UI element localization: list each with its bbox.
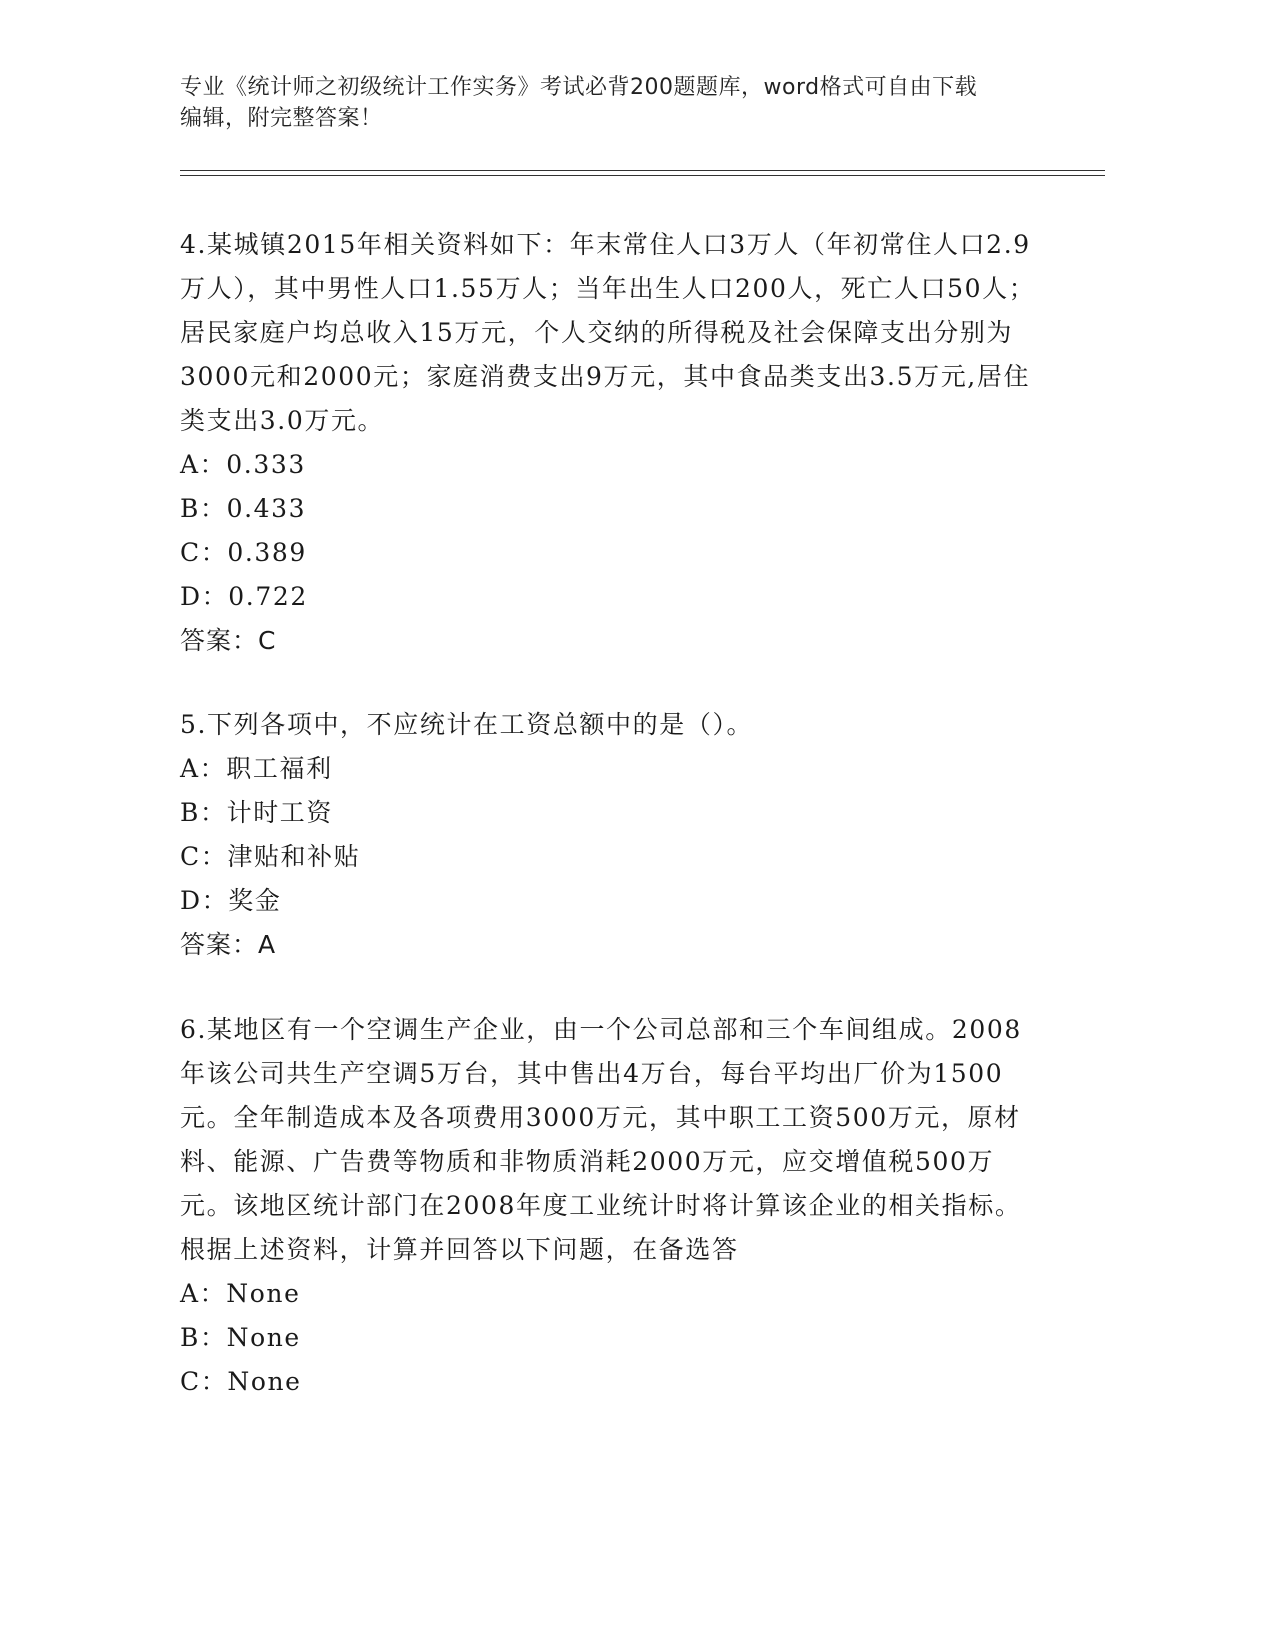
answer-line: 答案：C — [180, 626, 277, 655]
question-stem: 4.某城镇2015年相关资料如下：年末常住人口3万人（年初常住人口2.9万人），其中男性人口1.55万人；当年出生人口200人，死亡人口50人；居民家庭户均总收入15万元，个人交纳的所得税及社会保障支出分别为3000元和2000元；家庭消费支出9万元，其中食品类支出3.5万元,居住类支出3.0万元。 — [180, 230, 1036, 435]
question-stem: 6.某地区有一个空调生产企业，由一个公司总部和三个车间组成。2008年该公司共生产空调5万台，其中售出4万台，每台平均出厂价为1500元。全年制造成本及各项费用3000万元，其中职工工资500万元，原材料、能源、广告费等物质和非物质消耗2000万元，应交增值税500万元。该地区统计部门在2008年度工业统计时将计算该企业的相关指标。根据上述资料，计算并回答以下问题，在备选答 — [180, 1015, 1022, 1264]
option-d: D：0.722 — [180, 582, 308, 611]
option-a: A：职工福利 — [180, 754, 333, 783]
option-b: B：None — [180, 1323, 301, 1352]
option-c: C：None — [180, 1367, 302, 1396]
header-line-1: 专业《统计师之初级统计工作实务》考试必背200题题库，word格式可自由下载 — [180, 75, 978, 100]
option-a: A：None — [180, 1279, 301, 1308]
document-header — [180, 72, 1040, 134]
option-d: D：奖金 — [180, 886, 282, 915]
question-6 — [180, 1008, 1040, 1404]
header-divider-bottom — [180, 175, 1105, 176]
question-5 — [180, 703, 1040, 967]
header-line-2: 编辑，附完整答案！ — [180, 106, 383, 131]
question-stem: 5.下列各项中，不应统计在工资总额中的是（）。 — [180, 710, 754, 739]
option-b: B：计时工资 — [180, 798, 333, 827]
option-c: C：津贴和补贴 — [180, 842, 361, 871]
answer-line: 答案：A — [180, 930, 277, 959]
option-a: A：0.333 — [180, 450, 306, 479]
header-divider-top — [180, 170, 1105, 171]
option-b: B：0.433 — [180, 494, 307, 523]
question-4 — [180, 223, 1040, 663]
option-c: C：0.389 — [180, 538, 307, 567]
